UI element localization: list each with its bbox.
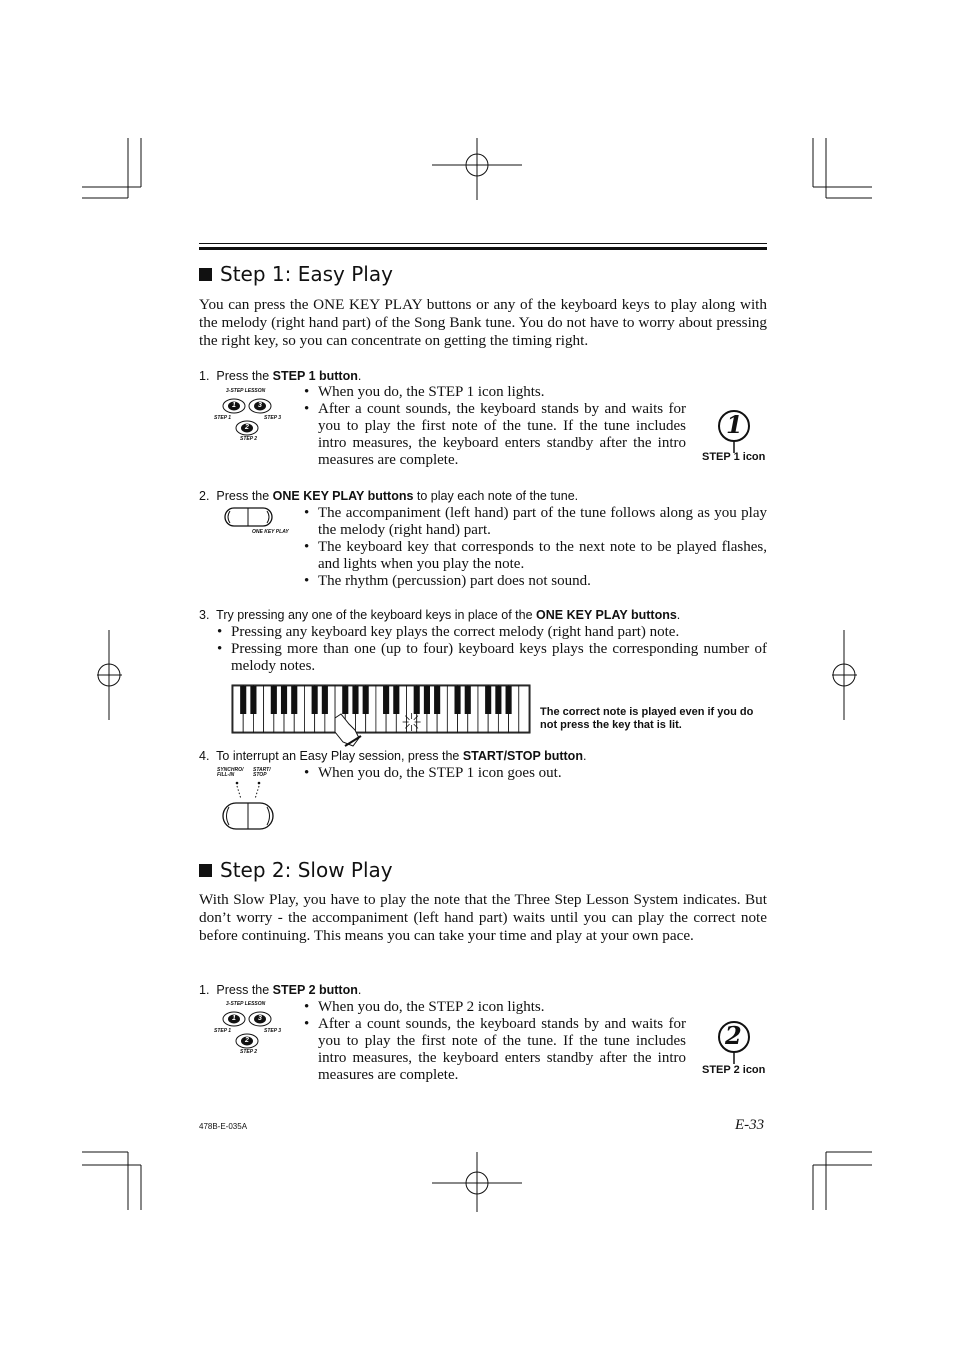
keyboard-caption: The correct note is played even if you do not press the key that is lit.	[540, 706, 754, 731]
list-item: • When you do, the STEP 1 icon lights.	[304, 384, 686, 401]
step-text: Press the	[216, 983, 273, 997]
step1-icon-digit: 1	[726, 410, 743, 439]
white-key	[519, 686, 529, 732]
black-key	[414, 686, 420, 714]
black-key	[465, 686, 471, 714]
s1-step1-bullets	[304, 384, 686, 469]
label-step2: STEP 2	[240, 1049, 258, 1055]
btn1-digit: 1	[232, 402, 236, 409]
label-step3: STEP 3	[264, 1028, 282, 1034]
btn3-digit: 3	[258, 402, 262, 409]
top-rule-thin	[199, 243, 767, 244]
heading-square-icon	[199, 864, 212, 877]
list-item: • Pressing more than one (up to four) keyboard keys plays the corresponding number of melody notes.	[217, 641, 767, 675]
keyboard-keys-icon	[231, 684, 531, 750]
s2-step1-instruction	[199, 983, 361, 997]
step2-icon	[716, 1020, 752, 1060]
step-text: Press the	[216, 369, 273, 383]
step-text-end: to play each note of the tune.	[413, 489, 579, 503]
list-item: • When you do, the STEP 2 icon lights.	[304, 999, 686, 1016]
step1-icon-caption: STEP 1 icon	[702, 451, 766, 463]
s1-step4-instruction	[199, 749, 586, 763]
list-item: • The keyboard key that corresponds to the next note to be played flashes, and lights when you play the note.	[304, 539, 767, 573]
black-key	[281, 686, 287, 714]
s1-step2-instruction	[199, 489, 578, 503]
keyboard-illustration	[231, 684, 531, 750]
step-text-end: .	[582, 749, 587, 763]
black-key	[312, 686, 318, 714]
step-number: 1.	[199, 983, 210, 997]
label-step2: STEP 2	[240, 436, 258, 442]
list-item: • After a count sounds, the keyboard stands by and waits for you to play the first note of the tune. If the tune includes intro measures, the keyboard enters standby after the intro measures are complete.	[304, 1016, 686, 1084]
step-text: Try pressing any one of the keyboard keys in place of the	[216, 608, 537, 622]
s1-step3-bullets	[217, 624, 767, 675]
black-key	[342, 686, 348, 714]
step-text: To interrupt an Easy Play session, press the	[216, 749, 463, 763]
label-step1: STEP 1	[214, 1028, 232, 1034]
step-button-name: ONE KEY PLAY buttons	[272, 489, 414, 503]
section1-intro: You can press the ONE KEY PLAY buttons or any of the keyboard keys to play along with the melody (right hand part) of the Song Bank tune. You do not have to worry about pressing the right key, so you can concentrate on getting the timing right.	[199, 296, 767, 349]
three-step-lesson-illustration	[212, 386, 286, 444]
step2-icon-caption: STEP 2 icon	[702, 1064, 766, 1076]
black-key	[495, 686, 501, 714]
one-key-play-label: ONE KEY PLAY	[252, 529, 289, 535]
black-key	[454, 686, 460, 714]
step-text-end: .	[676, 608, 681, 622]
synchro-label: SYNCHRO/ FILL-IN	[217, 767, 244, 778]
top-rule-thick	[199, 247, 767, 250]
list-item: • The accompaniment (left hand) part of the tune follows along as you play the melody (right hand) part.	[304, 505, 767, 539]
step-button-name: STEP 2 button	[272, 983, 358, 997]
list-item: • The rhythm (percussion) part does not sound.	[304, 573, 767, 590]
one-key-play-illustration	[222, 506, 298, 538]
step-number: 3.	[199, 608, 210, 622]
black-key	[240, 686, 246, 714]
list-item: • Pressing any keyboard key plays the correct melody (right hand part) note.	[217, 624, 767, 641]
three-step-lesson-illustration-2	[212, 999, 286, 1057]
step-number: 2.	[199, 489, 210, 503]
list-item: • After a count sounds, the keyboard stands by and waits for you to play the first note of the tune. If the tune includes intro measures, the keyboard enters standby after the intro measures are complete.	[304, 401, 686, 469]
s1-step3-instruction	[199, 608, 680, 622]
black-key	[393, 686, 399, 714]
black-key	[322, 686, 328, 714]
step-text: Press the	[216, 489, 273, 503]
black-key	[291, 686, 297, 714]
label-step3: STEP 3	[264, 415, 282, 421]
s2-step1-bullets	[304, 999, 686, 1084]
section1-title: Step 1: Easy Play	[220, 262, 393, 286]
black-key	[434, 686, 440, 714]
step2-icon-digit: 2	[725, 1021, 742, 1050]
page-number: E-33	[735, 1117, 765, 1133]
start-stop-illustration	[215, 766, 279, 834]
label-step1: STEP 1	[214, 415, 232, 421]
btn1-digit: 1	[232, 1015, 236, 1022]
step-text-end: .	[357, 983, 362, 997]
step1-icon	[716, 409, 752, 449]
section1-heading	[199, 262, 393, 286]
black-key	[363, 686, 369, 714]
btn2-digit: 2	[245, 424, 249, 431]
black-key	[383, 686, 389, 714]
step-number: 4.	[199, 749, 210, 763]
black-key	[352, 686, 358, 714]
black-key	[506, 686, 512, 714]
start-stop-button-icon	[215, 766, 279, 834]
list-item: • When you do, the STEP 1 icon goes out.	[304, 765, 767, 782]
footer-code: 478B-E-035A	[199, 1122, 248, 1131]
black-key	[424, 686, 430, 714]
step-button-name: ONE KEY PLAY buttons	[536, 608, 677, 622]
btn2-digit: 2	[245, 1037, 249, 1044]
start-stop-label: START/ STOP	[253, 767, 271, 778]
step-button-name: START/STOP button	[462, 749, 583, 763]
step-number: 1.	[199, 369, 210, 383]
s1-step1-instruction	[199, 369, 361, 383]
black-key	[271, 686, 277, 714]
section2-heading	[199, 858, 393, 882]
lesson-title: 3-STEP LESSON	[226, 388, 266, 394]
heading-square-icon	[199, 268, 212, 281]
s1-step2-bullets	[304, 505, 767, 590]
black-key	[250, 686, 256, 714]
s1-step4-bullets	[304, 765, 767, 782]
section2-intro: With Slow Play, you have to play the note that the Three Step Lesson System indicates. But don’t worry - the accompaniment (left hand part) waits until you can play the correct note before continuing. This means you can take your time and play at your own pace.	[199, 891, 767, 944]
step-text-end: .	[357, 369, 362, 383]
section2-title: Step 2: Slow Play	[220, 858, 393, 882]
black-key	[485, 686, 491, 714]
lesson-title: 3-STEP LESSON	[226, 1001, 266, 1007]
btn3-digit: 3	[258, 1015, 262, 1022]
step-button-name: STEP 1 button	[272, 369, 358, 383]
